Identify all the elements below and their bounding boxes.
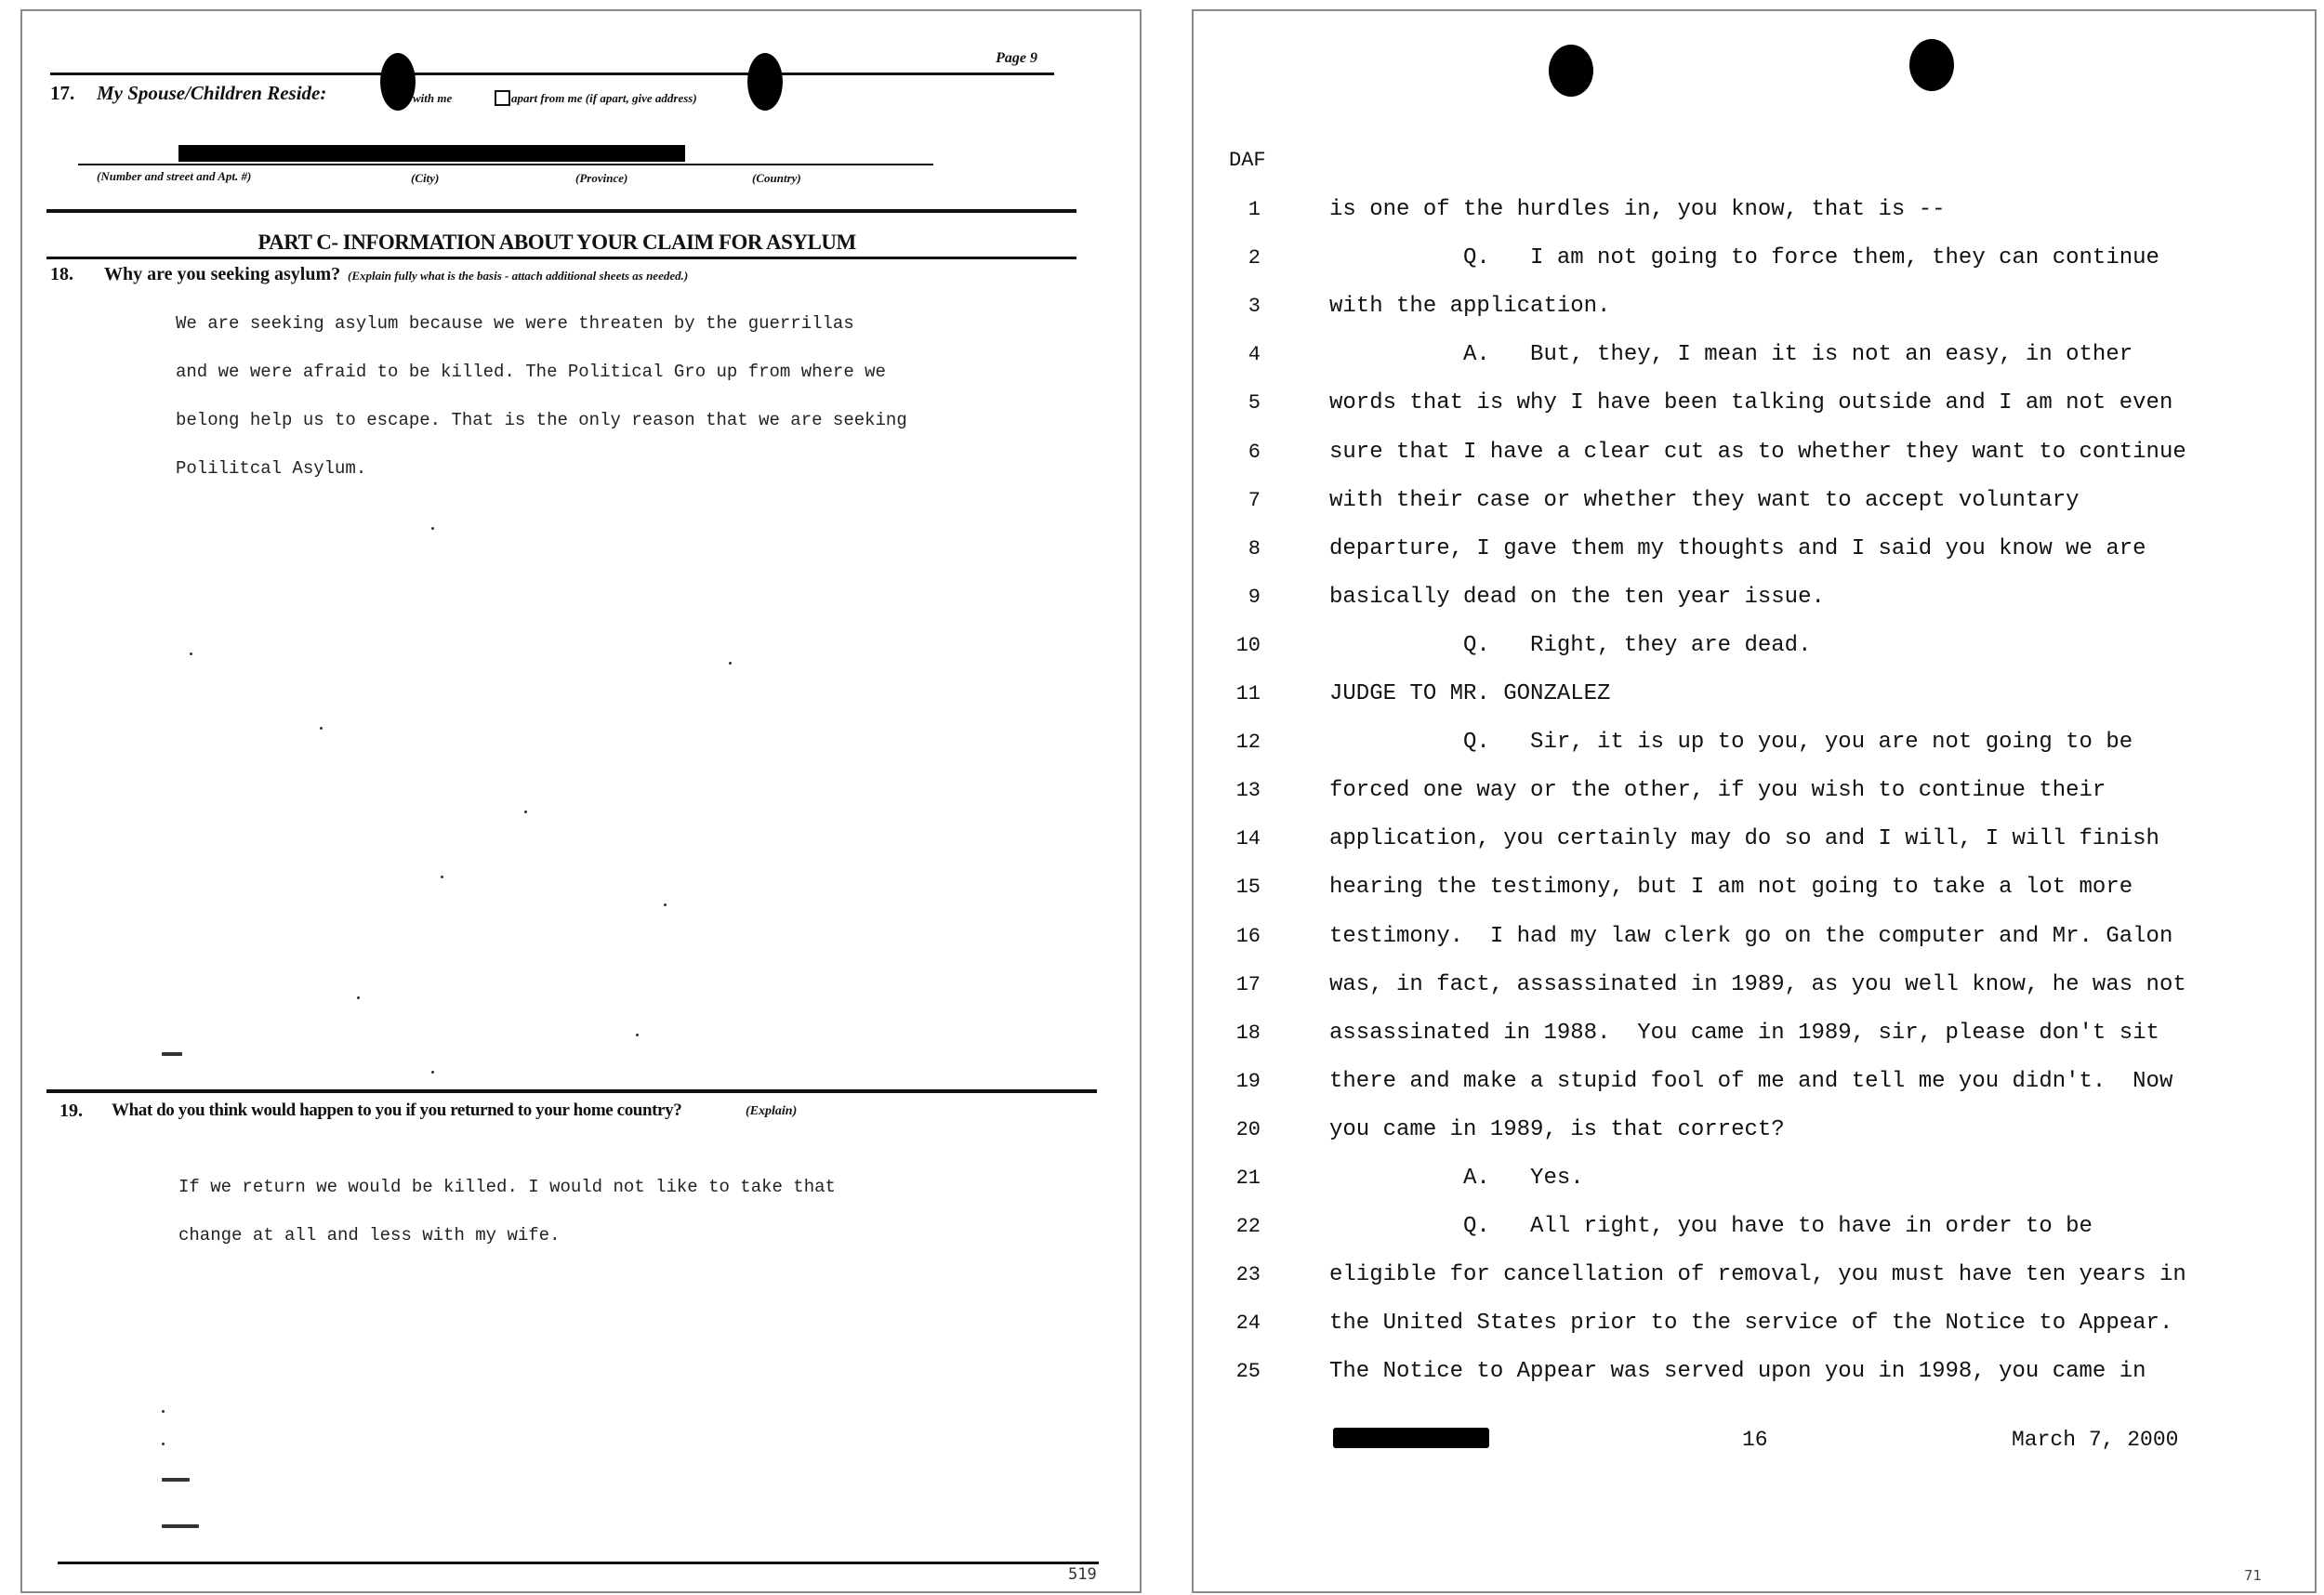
line-number: 1 [1248, 198, 1261, 221]
scan-speck [441, 876, 443, 878]
transcript-line: with their case or whether they want to accept voluntary [1329, 487, 2080, 513]
transcript-line: Q. Right, they are dead. [1329, 632, 1812, 658]
scan-speck [664, 903, 667, 906]
line-number: 6 [1248, 440, 1261, 464]
line-number: 16 [1235, 924, 1261, 948]
transcript-line: there and make a stupid fool of me and tell me you didn't. Now [1329, 1068, 2173, 1094]
section-rule [46, 257, 1076, 259]
field-city: (City) [411, 171, 440, 185]
q17-option-with-me: with me [413, 91, 453, 105]
scan-speck [320, 727, 323, 730]
transcript-line: you came in 1989, is that correct? [1329, 1116, 1785, 1142]
transcript-line: JUDGE TO MR. GONZALEZ [1329, 681, 1611, 706]
line-number: 11 [1235, 682, 1261, 705]
line-number: 18 [1235, 1021, 1261, 1045]
transcript-line: Q. All right, you have to have in order to be [1329, 1214, 2093, 1240]
q19-answer-line: If we return we would be killed. I would not like to take that [178, 1177, 836, 1197]
transcript-line: sure that I have a clear cut as to whether they want to continue [1329, 439, 2186, 465]
q18-instruction: (Explain fully what is the basis - attach additional sheets as needed.) [348, 269, 689, 283]
scan-speck [162, 1052, 182, 1056]
transcript-line: eligible for cancellation of removal, you must have ten years in [1329, 1262, 2186, 1288]
line-number: 14 [1235, 827, 1261, 851]
redaction-bar [1333, 1428, 1489, 1448]
field-street: (Number and street and Apt. #) [97, 169, 252, 183]
line-number: 19 [1235, 1069, 1261, 1093]
line-number: 21 [1235, 1167, 1261, 1190]
scan-speck [431, 527, 434, 530]
q19-question: What do you think would happen to you if you returned to your home country? [112, 1101, 682, 1120]
transcript-line: departure, I gave them my thoughts and I said you know we are [1329, 535, 2146, 561]
punch-hole-mark [380, 53, 416, 111]
scan-speck [524, 811, 527, 813]
corner-page-number: 71 [2244, 1567, 2263, 1584]
line-number: 20 [1235, 1117, 1261, 1141]
line-number: 7 [1248, 488, 1261, 512]
transcript-line: words that is why I have been talking outside and I am not even [1329, 390, 2173, 416]
transcript-line: the United States prior to the service of the Notice to Appear. [1329, 1311, 2173, 1337]
transcript-line: application, you certainly may do so and I will, I will finish [1329, 826, 2159, 852]
transcript-line: forced one way or the other, if you wish to continue their [1329, 778, 2106, 804]
q18-answer-line: Polilitcal Asylum. [176, 458, 367, 479]
scan-speck [162, 1478, 190, 1482]
transcript-line: hearing the testimony, but I am not going to take a lot more [1329, 875, 2133, 901]
line-number: 9 [1248, 585, 1261, 609]
scan-speck [162, 1410, 165, 1413]
bottom-rule [58, 1562, 1099, 1564]
transcript-line: testimony. I had my law clerk go on the computer and Mr. Galon [1329, 923, 2173, 949]
q18-question: Why are you seeking asylum? [104, 264, 341, 284]
scan-speck [729, 662, 732, 665]
field-province: (Province) [575, 171, 628, 185]
transcript-line: was, in fact, assassinated in 1989, as you well know, he was not [1329, 971, 2186, 997]
right-document-page [1192, 9, 2317, 1593]
transcript-line: A. But, they, I mean it is not an easy, in other [1329, 342, 2133, 368]
scan-speck [357, 996, 360, 999]
q17-number: 17. [50, 82, 75, 104]
page-footer-number: 519 [1068, 1565, 1097, 1584]
line-number: 24 [1235, 1312, 1261, 1336]
q19-instruction: (Explain) [746, 1104, 798, 1118]
line-number: 13 [1235, 779, 1261, 803]
line-number: 22 [1235, 1215, 1261, 1239]
redaction-bar [178, 145, 685, 162]
field-country: (Country) [752, 171, 801, 185]
transcript-line: Q. Sir, it is up to you, you are not going to be [1329, 730, 2133, 756]
page-label: Page 9 [996, 50, 1037, 66]
scan-speck [190, 652, 192, 655]
address-line [78, 164, 933, 165]
line-number: 10 [1235, 633, 1261, 657]
transcript-line: The Notice to Appear was served upon you in 1998, you came in [1329, 1359, 2146, 1385]
left-document-page [20, 9, 1142, 1593]
top-rule [50, 72, 1054, 75]
part-c-heading: PART C- INFORMATION ABOUT YOUR CLAIM FOR ASYLUM [257, 231, 856, 254]
q19-answer-line: change at all and less with my wife. [178, 1225, 561, 1246]
scan-speck [162, 1443, 165, 1445]
apart-checkbox[interactable] [495, 90, 510, 106]
section-rule [46, 209, 1076, 213]
transcript-line: A. Yes. [1329, 1166, 1584, 1191]
line-number: 2 [1248, 246, 1261, 270]
section-rule [46, 1089, 1097, 1093]
line-number: 17 [1235, 972, 1261, 996]
transcript-line: assassinated in 1988. You came in 1989, sir, please don't sit [1329, 1020, 2159, 1046]
line-number: 15 [1235, 876, 1261, 900]
line-number: 25 [1235, 1360, 1261, 1384]
q17-option-apart: apart from me (if apart, give address) [511, 91, 697, 105]
transcript-header: DAF [1229, 149, 1266, 172]
transcript-line: is one of the hurdles in, you know, that is -- [1329, 197, 1946, 222]
line-number: 5 [1248, 391, 1261, 415]
line-number: 12 [1235, 731, 1261, 755]
scan-speck [162, 1524, 199, 1528]
punch-hole-mark [747, 53, 783, 111]
q19-number: 19. [59, 1101, 83, 1121]
transcript-line: basically dead on the ten year issue. [1329, 584, 1825, 610]
line-number: 8 [1248, 536, 1261, 560]
line-number: 3 [1248, 295, 1261, 319]
q17-label: My Spouse/Children Reside: [97, 82, 327, 104]
q18-answer-line: We are seeking asylum because we were threaten by the guerrillas [176, 313, 854, 334]
q18-answer-line: belong help us to escape. That is the only reason that we are seeking [176, 410, 907, 430]
footer-date: March 7, 2000 [2012, 1428, 2179, 1452]
q18-number: 18. [50, 264, 73, 284]
transcript-line: with the application. [1329, 294, 1611, 320]
scan-speck [636, 1034, 639, 1036]
punch-hole-mark [1549, 45, 1593, 97]
line-number: 23 [1235, 1263, 1261, 1287]
q18-answer-line: and we were afraid to be killed. The Political Gro up from where we [176, 362, 886, 382]
transcript-line: Q. I am not going to force them, they can continue [1329, 245, 2159, 271]
punch-hole-mark [1909, 39, 1954, 91]
line-number: 4 [1248, 343, 1261, 367]
footer-page-number: 16 [1742, 1428, 1768, 1452]
scan-speck [431, 1071, 434, 1074]
